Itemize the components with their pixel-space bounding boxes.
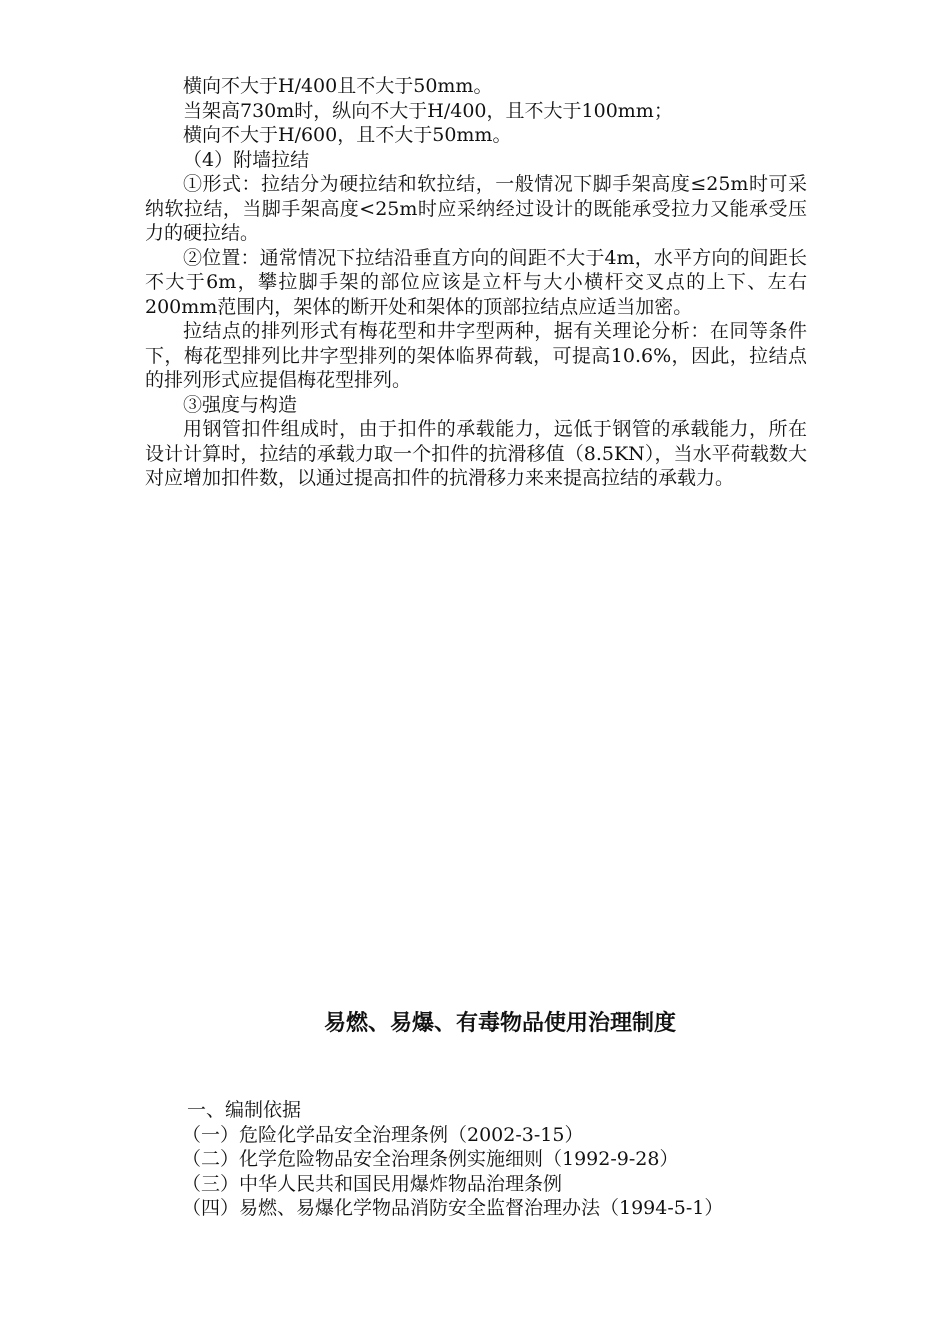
paragraph: ②位置：通常情况下拉结沿垂直方向的间距不大于4m，水平方向的间距长不大于6m，攀拉脚手架的部位应该是立杆与大小横杆交叉点的上下、左右200mm范围内，架体的断开处和架体的顶部拉结点应适当加密。 <box>145 246 807 318</box>
paragraph: 拉结点的排列形式有梅花型和井字型两种，据有关理论分析：在同等条件下，梅花型排列比井字型排列的架体临界荷载，可提高10.6%，因此，拉结点的排列形式应提倡梅花型排列。 <box>145 320 807 391</box>
basis-heading: 一、编制依据 <box>187 1099 302 1121</box>
paragraph: 横向不大于H/400且不大于50mm。 <box>183 75 493 97</box>
basis-item: （一）危险化学品安全治理条例（2002-3-15） <box>182 1123 584 1146</box>
paragraph: 用钢管扣件组成时，由于扣件的承载能力，远低于钢管的承载能力，所在设计计算时，拉结的承载力取一个扣件的抗滑移值（8.5KN），当水平荷载数大对应增加扣件数，以通过提高扣件的抗滑移力来来提高拉结的承载力。 <box>145 418 807 489</box>
paragraph: （4）附墙拉结 <box>183 148 310 171</box>
paragraph: ①形式：拉结分为硬拉结和软拉结，一般情况下脚手架高度≤25m时可采纳软拉结，当脚手架高度<25m时应采纳经过设计的既能承受拉力又能承受压力的硬拉结。 <box>145 173 807 244</box>
paragraph: ③强度与构造 <box>183 393 298 416</box>
paragraph: 横向不大于H/600，且不大于50mm。 <box>183 124 512 146</box>
basis-item: （二）化学危险物品安全治理条例实施细则（1992-9-28） <box>182 1148 679 1170</box>
body-text <box>145 74 807 491</box>
paragraph: 当架高730m时，纵向不大于H/400，且不大于100mm； <box>183 99 673 122</box>
basis-section <box>182 1098 827 1221</box>
section-title: 易燃、易爆、有毒物品使用治理制度 <box>323 1011 676 1036</box>
basis-item: （三）中华人民共和国民用爆炸物品治理条例 <box>182 1172 563 1195</box>
basis-item: （四）易燃、易爆化学物品消防安全监督治理办法（1994-5-1） <box>182 1197 724 1219</box>
